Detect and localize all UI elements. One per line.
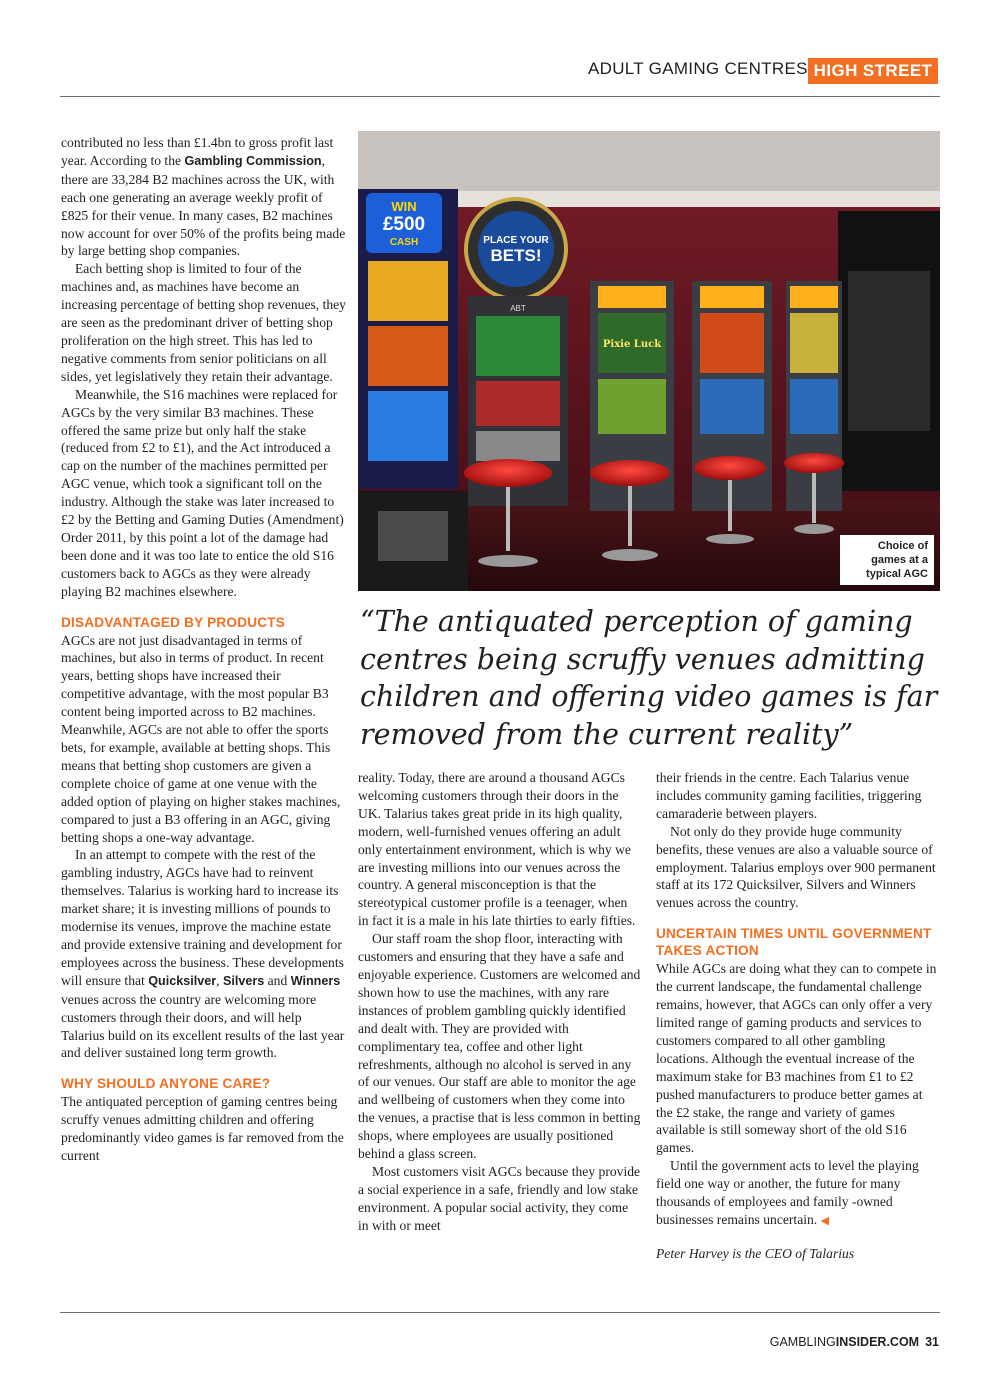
page-footer bbox=[770, 1335, 939, 1349]
footer-site-prefix: GAMBLING bbox=[769, 1335, 836, 1349]
paragraph: AGCs are not just disadvantaged in terms of machines, but also in terms of product. In recent years, betting shops have increased their competitive advantage, with the most popular B3 content being imported across to B2 machines. Meanwhile, AGCs are not able to offer the sports bets, for example, available at betting shops. This means that betting shop customers are given a complete choice of game at one venue with the added option of playing on higher stakes machines, compared to just a B3 offering in an AGC, giving betting shops a one-way advantage. bbox=[61, 632, 341, 845]
bold-term: Gambling Commission bbox=[184, 153, 322, 168]
pull-quote: “The antiquated perception of gaming centres being scruffy venues admitting children and offering video games is far removed from the current reality” bbox=[360, 605, 938, 751]
page-number: 31 bbox=[925, 1335, 939, 1349]
paragraph: Our staff roam the shop floor, interacting with customers and ensuring that they have a safe and enjoyable experience. Customers are welcomed and shown how to use the machines, with any rare instances of problem gambling quickly identified and dealt with. They are provided with complimentary tea, coffee and other light refreshments, although no alcohol is served in any of our venues. Our staff are able to monitor the age and wellbeing of customers when they come into the venues, a practise that is less common in betting shops, where employees are usually positioned behind a glass screen. bbox=[358, 931, 641, 1162]
article-column-right bbox=[656, 769, 941, 1263]
header-divider bbox=[60, 96, 940, 97]
paragraph: their friends in the centre. Each Talarius venue includes community gaming facilities, triggering camaraderie between players. bbox=[656, 770, 922, 821]
arcade-photo bbox=[358, 131, 940, 591]
article-column-middle bbox=[358, 769, 641, 1235]
paragraph: In an attempt to compete with the rest of the gambling industry, AGCs have had to reinvent themselves. Talarius is working hard to increase its market share; it is investing millions of pounds to modernise its venues, improve the machine estate and provide extensive training and development for employees across the business. These developments will ensure that Quicksilver, Silvers and Winners venues across the country are welcoming more customers through their doors, and will help Talarius build on its excellent results of the last year and deliver sustained long term growth. bbox=[61, 847, 345, 1061]
section-tag: HIGH STREET bbox=[808, 58, 938, 84]
paragraph: While AGCs are doing what they can to compete in the current landscape, the fundamental challenge remains, however, that AGCs can only offer a very limited range of gaming products and services to customers compared to all other gambling locations. Although the eventual increase of the maximum stake for B3 machines from £1 to £2 pushed manufacturers to produce better games at the £2 stake, the range and variety of games available is still someway short of the old S16 games. bbox=[656, 961, 937, 1156]
slot-machines-illustration bbox=[358, 131, 940, 591]
author-byline: Peter Harvey is the CEO of Talarius bbox=[656, 1245, 855, 1261]
subheading: UNCERTAIN TIMES UNTIL GOVERNMENT TAKES ACTION bbox=[656, 926, 932, 959]
paragraph: Most customers visit AGCs because they provide a social experience in a safe, friendly and low stake environment. A popular social activity, they come in with or meet bbox=[358, 1163, 641, 1233]
sign-win: WIN bbox=[391, 199, 417, 214]
paragraph: Meanwhile, the S16 machines were replaced for AGCs by the very similar B3 machines. These offered the same prize but only half the stake (reduced from £2 to £1), and the Act introduced a cap on the number of the machines permitted per AGC venue, which took a significant toll on the industry. Although the stake was later increased to £2 by the Betting and Gaming Duties (Amendment) Order 2011, by this point a lot of the damage had been done and it was too late to entice the old S16 customers back to AGCs as they were already playing B2 machines elsewhere. bbox=[61, 386, 344, 599]
subheading: DISADVANTAGED BY PRODUCTS bbox=[61, 614, 286, 630]
wheel-text-2: BETS! bbox=[490, 246, 542, 265]
footer-site-suffix: INSIDER.COM bbox=[835, 1335, 920, 1349]
end-mark-icon: ◀ bbox=[820, 1214, 830, 1227]
wheel-text: PLACE YOUR bbox=[483, 235, 549, 246]
article-column-left bbox=[61, 134, 346, 1165]
paragraph: reality. Today, there are around a thousand AGCs welcoming customers through their doors in the UK. Talarius takes great pride in its high quality, modern, well-furnished venues offering an adult only entertainment environment, which is why we are investing millions into our venues across the country. A general misconception is that the stereotypical customer profile is a teenager, when in fact it is a male in his late thirties to early fifties. bbox=[358, 770, 636, 929]
paragraph: contributed no less than £1.4bn to gross profit last year. According to the Gambling Commission, there are 33,284 B2 machines across the UK, with each one generating an average weekly profit of £825 for their venue. In many cases, B2 machines now account for over 50% of the profits being made by large betting shop companies. bbox=[61, 135, 346, 259]
sign-cash: CASH bbox=[389, 237, 419, 248]
section-header: ADULT GAMING CENTRES bbox=[588, 59, 808, 78]
footer-divider bbox=[60, 1312, 940, 1313]
cabinet-label: ABT bbox=[510, 304, 526, 313]
paragraph: The antiquated perception of gaming centres being scruffy venues admitting children and offering predominantly video games is far removed from the current bbox=[61, 1094, 344, 1164]
subheading: WHY SHOULD ANYONE CARE? bbox=[61, 1076, 271, 1092]
sign-amount: £500 bbox=[382, 214, 426, 235]
game-title: Pixie Luck bbox=[602, 339, 662, 350]
paragraph: Until the government acts to level the playing field one way or another, the future for many thousands of employees and family -owned businesses remains uncertain. ◀ bbox=[656, 1158, 919, 1227]
paragraph: Not only do they provide huge community benefits, these venues are also a valuable source of employment. Talarius employs over 900 permanent staff at its 172 Quicksilver, Silvers and Winners venues across the country. bbox=[656, 823, 936, 911]
photo-caption: Choice of games at a typical AGC bbox=[840, 535, 934, 585]
paragraph: Each betting shop is limited to four of the machines and, as machines have become an increasing percentage of betting shop revenues, they are seen as the predominant driver of betting shop proliferation on the high street. This has led to negative comments from senior politicians on all sides, yet legislatively they retain their advantage. bbox=[61, 261, 346, 384]
